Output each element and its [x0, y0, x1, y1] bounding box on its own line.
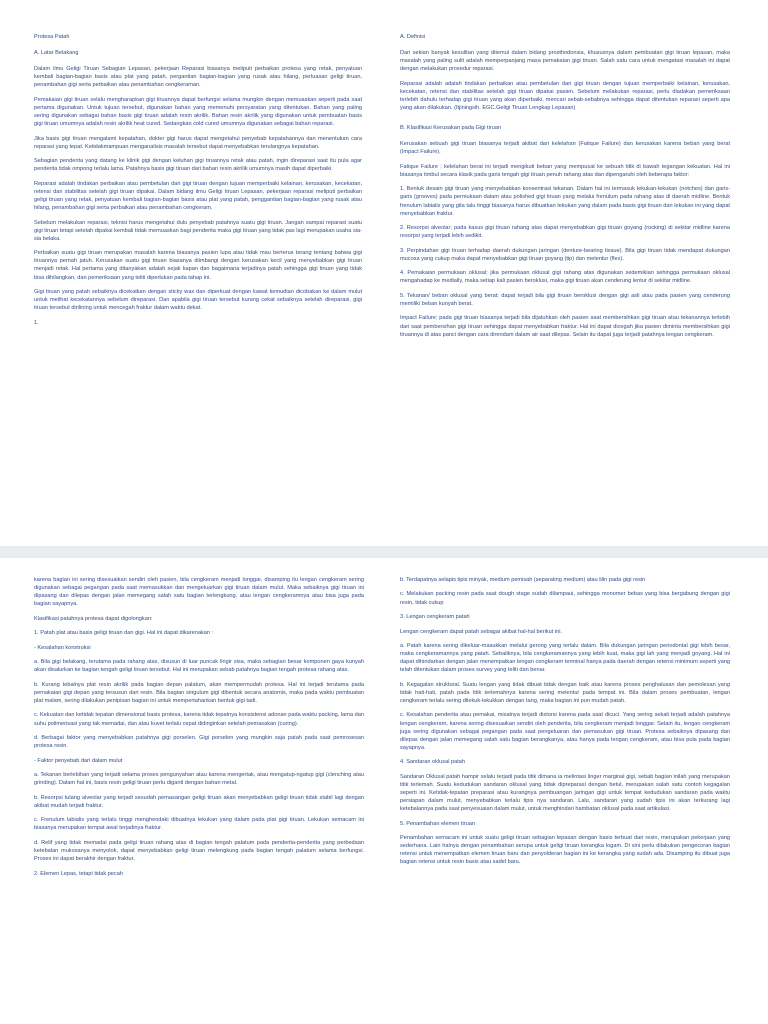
paragraph: Klasifikasi patahnya protesa dapat digolongkan: [34, 615, 153, 622]
list-subheading: - Kesalahan konstruksi [34, 644, 91, 651]
paragraph: Perbaikan suatu gigi tiruan merupakan masalah karena biasanya pasien lupa atau tidak mau berterus terang tentang bahwa gigi tiruannya pernah jatuh. Kerusakan suatu gigi tiruan biasanya diimbangi dengan kerusakan kecil yang menyebabkan gigi tiruan menjadi retak. Hal pertama yang ditanyakan adalah sejak kapan dan bagaimana terjadinya patah sehingga gigi tiruan yang tidak bisa dihilangkan, dan pemeriksaan yang teliti diperlukan pada tahap ini. [34, 250, 362, 281]
list-item: 2. Resorpsi alveolar; pada kasus gigi tiruan rahang atas dapat menyebabkan gigi tiruan goyang (rocking) di sekitar midline karena resorpsi yang terjadi lebih sedikit. [400, 225, 730, 240]
paragraph: Jika basis gigi tiruan mengalami kepatahan, dokter gigi harus dapat mengetahui penyebab kepatahannya dan menentukan cara reparasi yang tepat. Ketidakmampuan menganalisis masalah tersebut dapat menyebabkan terulangnya kepatahan. [34, 135, 362, 150]
paragraph: Sandaran Oklusal patah hampir selalu terjadi pada titik dimana ia melintasi linger marginal gigi, sebab bagian inilah yang merupakan titik terlemah. Suatu kedudukan sandaran oklusal yang tidak dipreparasi dengan betul, merupakan salah satu contoh kegagalan seperti ini. Ketidak-tepatan preparasi atau kurangnya pembuangan jaringan gigi untuk tempat kedudukan sandaran pada waktu persiapan dalam mulut, menyebabkan terlalu tipis nya sandaran. Lalu, sandaran yang sudah tipis ini akan terkurang lagi ketebalannya pada saat penyesuaian dalam mulut, untuk menghindari hambatan oklusal pada saat artikulasi. [400, 773, 730, 813]
list-heading: 4. Sandaran oklusal patah [400, 759, 465, 766]
paragraph: karena bagian ini sering disesuaikan sendiri oleh pasien, bila cengkeram menjadi longgar, disamping itu lengan cengkeram sering digunakan sebagai pegangan pada saat memasukkan dan mengeluarkan gigi tiruan dalam mulut. Maka sebaiknya gigi tiruan ini dipasang dan dilepas dengan jalan memegang salah satu bagian terlengkung, atau lengan cengkeramnya atau bisa juga pada bagian sayapnya. [34, 577, 364, 608]
list-heading: 3. Lengan cengkeram patah [400, 614, 470, 621]
list-item: b. Kurang tebalnya plat resin akrilik pada bagian depan palatum, akan mempermudah protesa. Hal ini terjadi terutama pada pemakaian gigi depan yang tersusun dari resin. Bila bagian singulum gigi dibentuk secara anatomis, maka pada waktu pembuatan plat malam, sering dilakukan penipisan bagian ini untuk mempertahankan bentuk gigi tadi. [34, 681, 364, 704]
paragraph: Fatique Failure ; kelelahan berat ini terjadi mengikuti beban yang mempusat ke sebuah titik di bawah tegangan kekuatan. Hal ini biasanya timbul secara klasik pada garis tengah gigi tiruan penuh rahang atas dan dipengaruhi oleh beberapa faktor: [400, 163, 730, 178]
paragraph: Lengan cengkeram dapat patah sebagai akibat hal-hal berikut ini. [400, 628, 563, 635]
list-item: c. Kekuatan dan ketidak tepatan dimensional basis protesa, karena tidak tepatnya konsistensi adonan pada waktu packing, lama dan suhu polimerisasi yang tak memadai, dan atau kuvet terlalu cepat didinginkan setelah pemasakan (curing). [34, 712, 364, 727]
list-item: c. Frenulum labialis yang terlalu tinggi menghendaki dibuatnya lekukan yang dalam pada plat gigi tiruan. Lekukan semacam ini biasanya merupakan tempat awal terjadinya fraktur. [34, 817, 364, 832]
paragraph: Gigi tiruan yang patah sebaiknya dicekatkan dengan sticky wax dan diperkuat dengan kawat kemudian dicobakan ke dalam mulut untuk melihat kecekatannya sebelum direparasi. Dan apabila gigi tiruan tersebut kurang cekat sebaiknya setelah direparasi, gigi tiruan tersebut dirilining untuk mencegah fraktur dalam waktu dekat. [34, 288, 362, 312]
section-heading-klasifikasi: B. Klasifikasi Kerusakan pada Gigi tiruan [400, 125, 502, 132]
list-item: d. Relif yang tidak memadai pada geligi tiruan rahang atas di bagian tengah palatum pada penderita-penderita yang perbedaan ketebalan mukosanya menyolok, dapat menyebabkan geligi tiruan melengkung pada bagian tengah palatum selama berfungsi. Proses ini dapat berakhir dengan fraktur. [34, 839, 364, 863]
list-heading: 1. Patah plat atau basis geligi tiruan dan gigi. Hal ini dapat dikarenakan : [34, 630, 214, 637]
paragraph: Reparasi adalah adalah tindakan perbaikan atau pembetulan dari gigi tiruan dengan tujuan memperbaiki kelainan, kerusakan, kecekatan, retensi dan stabilitas setelah gigi tiruan dipakai pasien. Sebelum melakukan reparasi, perlu diadakan pemeriksaan terlebih dahulu terhadap gigi tiruan yang akan diperbaiki, mencari sebab-sebabnya sehingga dapat ditentukan reparasi seperti apa yang akan dilakukan. (Itjiningsih. EGC.Geligi Tiruan Lengkap Lepasan) [400, 80, 730, 112]
doc-title: Protesa Patah [34, 34, 70, 40]
list-item: a. Tekanan berlebihan yang terjadi selama proses pengunyahan atau karena mengertak, atau mengatup-ngatup gigi (clenching atau grinding). Dalam hal ini, basis resin geligi tiruan perlu diganti dengan bahan metal. [34, 772, 364, 787]
list-item: b. Kegagalan struktural. Suatu lengan yang tidak dibuat tidak dengan baik atau karena proses penghalusan dan pemolesan yang tidak hati-hati, patah pada titik terlemahnya karena sering melentur pada tempat ini. Bila dalam proses pembuatan, lengan cengkeram terlalu sering dilekuk-lekukkan dengan tang, maka bagian ini pun mudah patah. [400, 681, 730, 704]
section-heading-definisi: A. Definisi [400, 34, 426, 40]
paragraph: Impact Failure; pada gigi tiruan biasanya terjadi bila dijatuhkan oleh pasien saat membersihkan gigi tiruan atau tekanannya terlebih dari saat pembersihan gigi tiruan sehingga dapat menyebabkan fraktur. Hal ini dapat dicegah jika pasien diminta membersihkan gigi tiruannya di atas panci dengan cara direndam dalam air saat dilepas. Selain itu dapat juga terjadi patahnya lengan cengkeram. [400, 315, 730, 338]
list-item: 1. Bentuk desain gigi tiruan yang menyebabkan konsentrasi tekanan. Dalam hal ini termasuk lekukan-lekukan (notches) dan garis-garis (grooves) pada permukaan dalam atau polished gigi tiruan yang melalui frenulum pada rahang atas di daerah midline. Bentuk frenulum labialis yang gita talu tinggi biasanya harus dibuatkan lekukan yang dalam pada basis gigi tiruan dan lekukan ini yang dapat menyebabkan fraktur. [400, 186, 730, 217]
list-item: 5. Tekanan/ beban oklusal yang berat; dapat terjadi bila gigi tiruan beroklusi dengan gigi asli atau pada pasien yang cenderung memiliki beban kunyah berat. [400, 292, 730, 307]
page-sheet-2 [0, 558, 768, 1024]
paragraph: Kerusakan sebuah gigi tiruan biasanya terjadi akibat dari kelelahan (Fatique Failure) dan kerusakan karena beban yang berat (Impact Failure). [400, 141, 730, 156]
page2-left-column [34, 576, 364, 884]
list-heading: 5. Penambahan elemen tiruan [400, 820, 475, 827]
page-divider [0, 546, 768, 558]
list-item: a. Patah karena sering dikeluar-masukkan melalui gerong yang terlalu dalam. Bila dukungan jaringan periodontal gigi lebih besar, maka cengkeramannya yang patah. Sebaliknya, bila cengkeramannya yang lebih kuat, maka gigi lah yang menjadi goyang. Hal ini dapat dihindarkan dengan jalan menempatkan lengan cengkeram terminal hanya pada daerah dengan retensi minimum seperti yang telah ditentukan dalam proses survey yang teliti dan benar. [400, 643, 730, 674]
list-item: c. Kesalahan penderita atau pemakai, misalnya terjadi distorsi karena pada saat dicuci. Yang sering sekali terjadi adalah patahnya lengan cengkeram, karena sering disesuaikan sendiri oleh penderita, bila cengkeram menjadi longgar. Selain itu, lengan cengkeram juga sering digunakan sebagai pegangan pada saat pengeluaran dan pemasukan gigi tiruan. Protesa sebaiknya dipasang dan dilepas dengan jalan memegang salah satu bagian berangkanya, atau hanya pada lengan cengkeram, atau bisa pula pada bagian sayapnya. [400, 712, 730, 751]
list-item: b. Resorpsi tulang alveolar yang terjadi sesudah pemasangan geligi tiruan akan menyebabkan geligi tiruan tidak stabil lagi dengan akibat mudah terjadi fraktur. [34, 794, 364, 809]
list-heading: 2. Elemen Lepas, tetapi tidak pecah [34, 870, 123, 877]
list-number: 1. [34, 319, 39, 326]
paragraph: Sebagian penderita yang datang ke klinik gigi dengan keluhan gigi tiruannya retak atau patah, ingin direparasi saat itu pula agar penderita tidak ompong terlalu lama. Patahnya basis gigi tiruan dari bahan resin akrilik umumnya masih dapat diperbaiki. [34, 158, 362, 173]
list-item: 3. Perpindahan gigi tiruan terhadap daerah dukungan jaringan (denture-bearing tissue). Bila gigi tiruan tidak mendapat dukungan mucosa yang cukup maka dapat menyebabkan gigi tiruan goyang (tip) dan melentur (flex). [400, 247, 730, 262]
list-item: a. Bila gigi belakang, terutama pada rahang atas, disusun di luar puncak lingir sisa, maka sebagian besar komponen gaya kunyah akan disalurkan ke bagian tengah geligi tiruan tersebut. Hal ini merupakan sebab patahnya bagian tengah protesa rahang atas. [34, 659, 364, 674]
list-subheading: - Faktor penyebab dari dalam mulut [34, 757, 123, 764]
paragraph: Pemakaian gigi tiruan selalu mengharapkan gigi tiruannya dapat berfungsi selama mungkin dengan memuaskan seperti pada saat pertama digunakan. Untuk tujuan tersebut, digunakan bahan yang memenuhi persyaratan yang ditentukan. Bahan yang paling sering digunakan sebagai bahan basis gigi tiruan adalah resin akrilik. Bahan resin akrilik yang digunakan untuk pembuatan basis gigi tiruan umumnya adalah resin akrilik heat cured. Sedangkan cold cured umumnya digunakan sebagai bahan reparasi. [34, 96, 362, 128]
list-item: 4. Pemakaian permukaan oklusal; jika permukaan oklusal gigi rahang atas digunakan sedemikian sehingga permukaan oklusal mengahadap ke medially, maka setiap kali pasien beroklusi, maka gigi tiruan akan cenderung lentur di sekitar midline. [400, 270, 730, 285]
list-item: d. Berbagai faktor yang menyebabkan patahnya gigi porselen. Gigi porselen yang mungkin saja patah pada saat pemrosesan protesa resin. [34, 735, 364, 750]
page2-right-column [400, 576, 730, 873]
list-item: b. Terdapatnya selapis tipis minyak, medium pemisah (separating medium) atau lilin pada gigi resin [400, 577, 646, 583]
list-item: c. Melakukan packing resin pada saat dough stage sudah dilampaui, sehingga monomer bebas yang bisa bergabung dengan gigi resin, tidak cukup [400, 591, 730, 606]
paragraph: Dalam ilmu Geligi Tiruan Sebagian Lepasan, pekerjaan Reparasi biasanya meliputi perbaikan protesa yang retak, penyatuan kembali bagian-bagian basis atau plat yang patah, pergantian bagian-bagian yang rusak atau hilang, perluasan geligi tiruan, penambahan gigi serta perbaikan atau penambahan cengkeraman. [34, 66, 362, 89]
page1-right-column [400, 33, 730, 345]
paragraph: Sebelum melakukan reparasi, teknisi harus mengetahui dulu penyebab patahnya suatu gigi tiruan. Jangan sampai reparasi suatu gigi tiruan tetapi setelah dipakai kembali tidak memuaskan bagi penderita maka gigi tiruan yang tidak pas lagi merupakan usaha sia-sia belaka. [34, 219, 362, 242]
paragraph: Reparasi adalah tindakan perbaikan atau pembetulan dari gigi tiruan dengan tujuan memperbaiki kelainan, kerusakan, kecekatan, retensi dan stabilitas setelah gigi tiruan dipakai. Dalam bidang ilmu Geligi tiruan Lepasan, pekerjaan reparasi meliputi perbaikan geligi tiruan yang retak, penyatuan kembali bagian-bagian basis atau plat yang patah, penggantian bagian-bagian yang rusak atau hilang, penambahan gigi serta perbaikan atau penambahan cengkeram. [34, 180, 362, 212]
section-heading-latar-belakang: A. Latar Belakang [34, 50, 79, 57]
page1-left-column [34, 33, 362, 333]
paragraph: Dari sekian banyak kesulitan yang ditemui dalam bidang prosthodonsia, khususnya dalam pembuatan gigi tiruan lepasan, maka masalah yang paling sulit adalah memperpanjang masa pemakaian gigi tiruan. Salah satu cara untuk mengatasi masalah ini dapat dengan melakukan prosedur reparasi. [400, 50, 730, 73]
paragraph: Penambahan semacam ini untuk suatu geligi tiruan sebagian lepasan dengan basis terbuat dari resin, merupakan pekerjaan yang sederhana. Lain halnya dengan penambahan serupa untuk geligi tiruan kerangka logam. Di sini perlu dilakukan pengecoran bagian retensi untuk menempatkan elemen tiruan baru dan penyolderan bagian ini ke kerangka yang sudah ada. Disamping itu dibuat juga bagian retensi untuk resin basis atau sadel baru. [400, 835, 730, 866]
